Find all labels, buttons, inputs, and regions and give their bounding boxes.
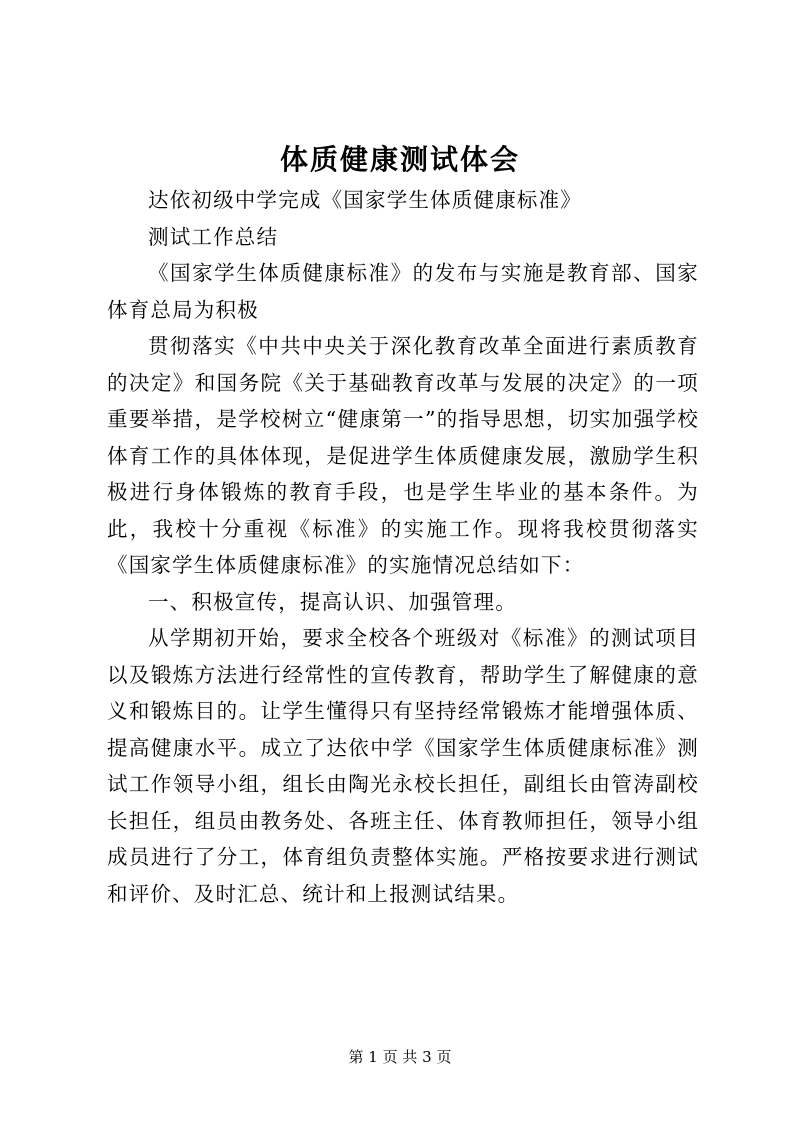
page-number-footer: 第 1 页 共 3 页 bbox=[348, 1048, 452, 1066]
paragraph-subtitle: 测试工作总结 bbox=[148, 224, 279, 249]
paragraph-school-name: 达依初级中学完成《国家学生体质健康标准》 bbox=[148, 188, 582, 212]
document-body bbox=[107, 182, 699, 912]
document-title: 体质健康测试体会 bbox=[279, 143, 520, 176]
section-heading-1: 一、积极宣传，提高认识、加强管理。 bbox=[148, 589, 517, 614]
paragraph-intro: 《国家学生体质健康标准》的发布与实施是教育部、国家体育总局为积极 bbox=[107, 261, 699, 322]
paragraph-section-1-body: 从学期初开始，要求全校各个班级对《标准》的测试项目以及锻炼方法进行经常性的宣传教育，帮助学生了解健康的意义和锻炼目的。让学生懂得只有坚持经常锻炼才能增强体质、提高健康水平。成立了达依中学《国家学生体质健康标准》测试工作领导小组，组长由陶光永校长担任，副组长由管涛副校长担任，组员由教务处、各班主任、体育教师担任，领导小组成员进行了分工，体育组负责整体实施。严格按要求进行测试和评价、及时汇总、统计和上报测试结果。 bbox=[107, 626, 699, 906]
paragraph-implementation: 贯彻落实《中共中央关于深化教育改革全面进行素质教育的决定》和国务院《关于基础教育改革与发展的决定》的一项重要举措，是学校树立“健康第一”的指导思想，切实加强学校体育工作的具体体现，是促进学生体质健康发展，激励学生积极进行身体锻炼的教育手段，也是学生毕业的基本条件。为此，我校十分重视《标准》的实施工作。现将我校贯彻落实《国家学生体质健康标准》的实施情况总结如下： bbox=[107, 334, 699, 577]
